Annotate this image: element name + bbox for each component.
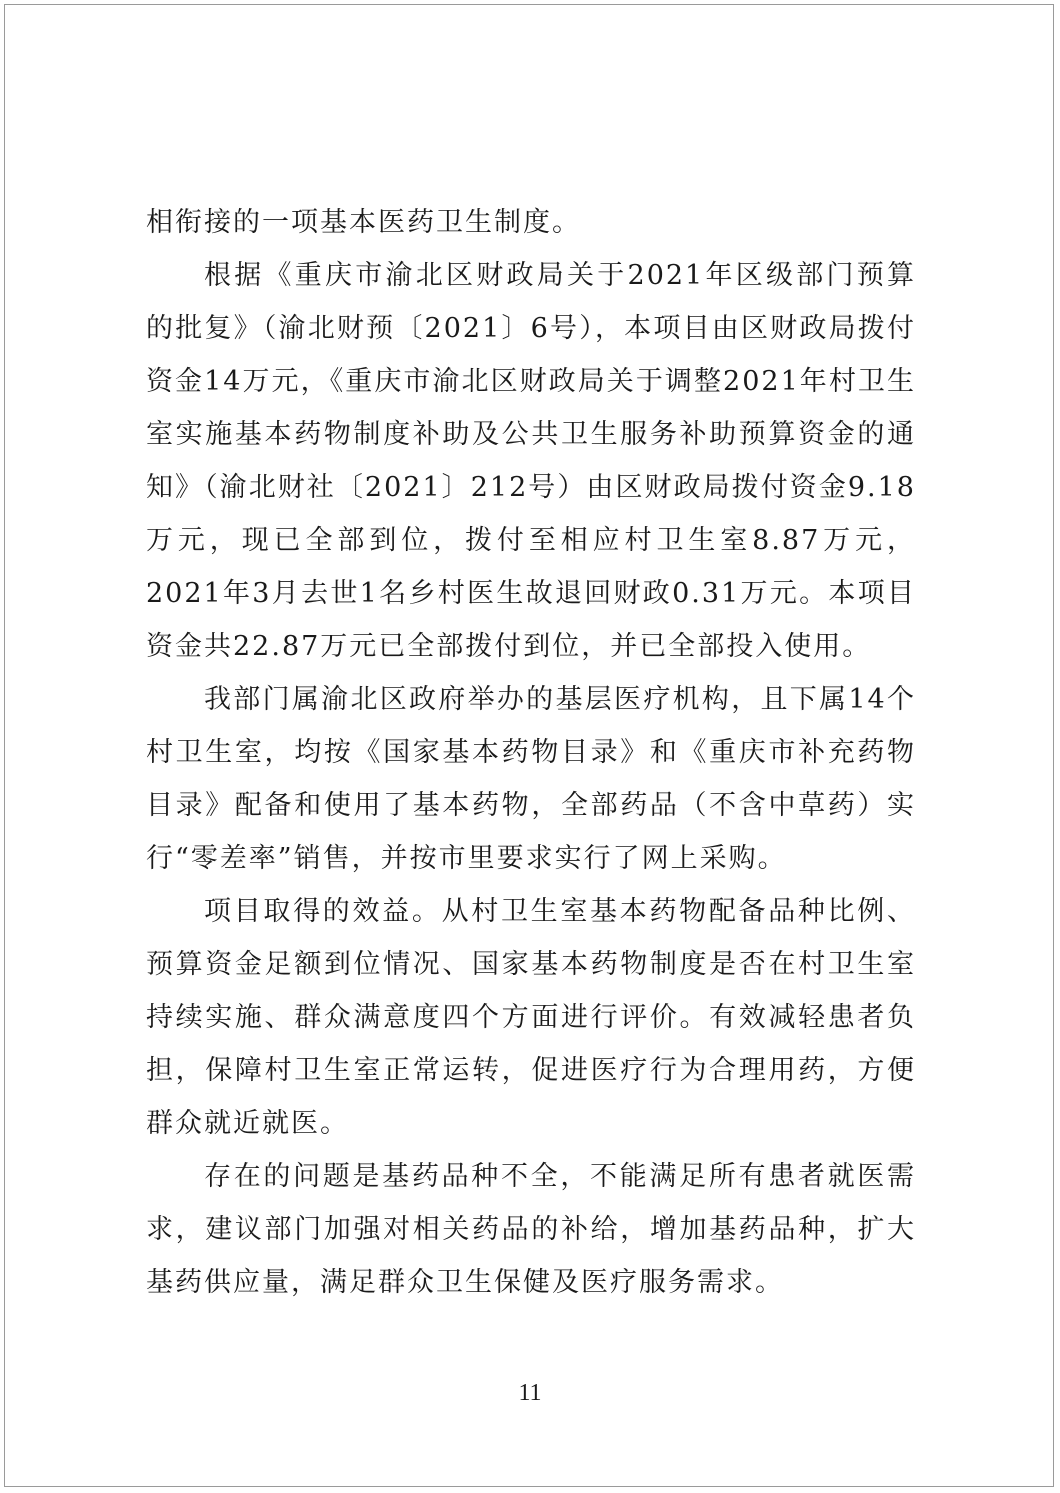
page-number: 11 (518, 1380, 542, 1406)
paragraph-funding: 根据《重庆市渝北区财政局关于2021年区级部门预算的批复》（渝北财预〔2021〕6号），本项目由区财政局拨付资金14万元，《重庆市渝北区财政局关于调整2021年村卫生室实施基本药物制度补助及公共卫生服务补助预算资金的通知》（渝北财社〔2021〕212号）由区财政局拨付资金9.18万元，现已全部到位，拨付至相应村卫生室8.87万元，2021年3月去世1名乡村医生故退回财政0.31万元。本项目资金共22.87万元已全部拨付到位，并已全部投入使用。 (146, 260, 916, 662)
paragraph-benefits: 项目取得的效益。从村卫生室基本药物配备品种比例、预算资金足额到位情况、国家基本药物制度是否在村卫生室持续实施、群众满意度四个方面进行评价。有效减轻患者负担，保障村卫生室正常运转，促进医疗行为合理用药，方便群众就近就医。 (146, 896, 916, 1139)
paragraph-clinics: 我部门属渝北区政府举办的基层医疗机构，且下属14个村卫生室，均按《国家基本药物目录》和《重庆市补充药物目录》配备和使用了基本药物，全部药品（不含中草药）实行“零差率”销售，并按市里要求实行了网上采购。 (146, 684, 916, 874)
body-text (146, 196, 916, 1309)
paragraph-problems: 存在的问题是基药品种不全，不能满足所有患者就医需求，建议部门加强对相关药品的补给，增加基药品种，扩大基药供应量，满足群众卫生保健及医疗服务需求。 (146, 1161, 916, 1298)
paragraph-continuation: 相衔接的一项基本医药卫生制度。 (146, 207, 581, 238)
